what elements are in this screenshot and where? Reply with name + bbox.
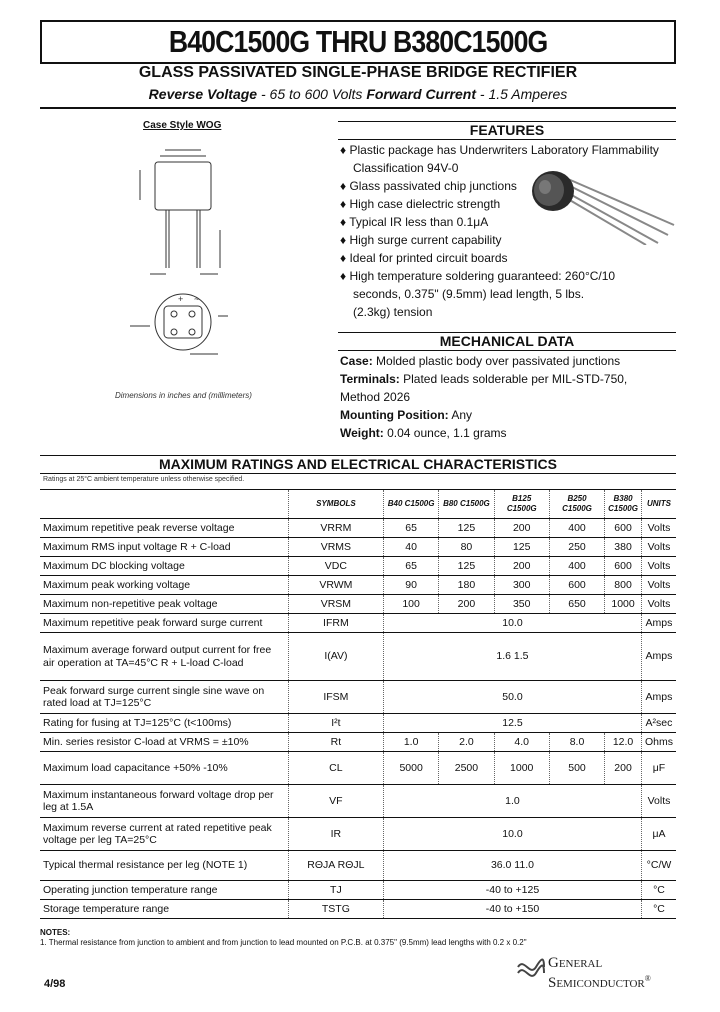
table-row: Maximum non-repetitive peak voltage VRSM 100 200 350 650 1000 Volts [40,595,676,614]
table-row: Maximum RMS input voltage R + C-load VRMS 40 80 125 250 380 Volts [40,538,676,557]
note-1: 1. Thermal resistance from junction to ambient and from junction to lead mounted on P.C.B. at 0.375" (9.5mm) lead lengths with 0.2 x 0.2" [40,938,527,947]
feature-item: ♦ High temperature soldering guaranteed: 260°C/10 seconds, 0.375" (9.5mm) lead length, 5 lbs. (2.3kg) tension [340,269,616,319]
page-title: B40C1500G THRU B380C1500G [168,24,548,59]
component-photo [528,165,676,245]
general-semiconductor-logo-icon [516,953,546,981]
rating-summary [40,86,676,102]
company-name: General Semiconductor® [548,955,651,991]
mechanical-list [340,352,650,442]
ratings-heading: MAXIMUM RATINGS AND ELECTRICAL CHARACTERISTICS [159,456,557,472]
revision-date: 4/98 [44,978,66,990]
reverse-voltage-value: - 65 to 600 Volts [257,86,367,102]
feature-item: ♦ Typical IR less than 0.1μA [340,215,489,229]
feature-item: ♦ High case dielectric strength [340,197,501,211]
table-row: Maximum DC blocking voltage VDC 65 125 200 400 600 Volts [40,557,676,576]
table-row: Operating junction temperature range TJ -40 to +125 °C [40,881,676,900]
table-row: Maximum peak working voltage VRWM 90 180 300 600 800 Volts [40,576,676,595]
feature-item: ♦ Plastic package has Underwriters Laboratory Flammability Classification 94V-0 [340,143,659,175]
table-row: Storage temperature range TSTG -40 to +150 °C [40,900,676,919]
svg-text:~: ~ [194,294,200,304]
ratings-note: Ratings at 25°C ambient temperature unless otherwise specified. [43,476,245,483]
forward-current-label: Forward Current [366,86,477,102]
table-row: Peak forward surge current single sine wave on rated load at TJ=125°C IFSM 50.0 Amps [40,681,676,714]
package-outline-drawing [100,140,260,390]
table-row: Maximum load capacitance +50% -10% CL 5000 2500 1000 500 200 μF [40,752,676,785]
mechanical-row: Case: Molded plastic body over passivated junctions [340,354,621,368]
mechanical-row: Terminals: Plated leads solderable per MIL-STD-750, Method 2026 [340,372,628,404]
dimensions-note: Dimensions in inches and (millimeters) [115,391,252,400]
table-row: Maximum instantaneous forward voltage drop per leg at 1.5A VF 1.0 Volts [40,785,676,818]
table-row: Rating for fusing at TJ=125°C (t<100ms) I²t 12.5 A²sec [40,714,676,733]
notes-heading: NOTES: [40,928,71,937]
table-row: Min. series resistor C-load at VRMS = ±10% Rt 1.0 2.0 4.0 8.0 12.0 Ohms [40,733,676,752]
reverse-voltage-label: Reverse Voltage [148,86,258,102]
mechanical-row: Weight: 0.04 ounce, 1.1 grams [340,426,507,440]
mechanical-heading: MECHANICAL DATA [439,333,575,349]
table-row: Typical thermal resistance per leg (NOTE 1) RΘJA RΘJL 36.0 11.0 °C/W [40,851,676,881]
feature-item: ♦ High surge current capability [340,233,502,247]
table-row: Maximum repetitive peak reverse voltage VRRM 65 125 200 400 600 Volts [40,519,676,538]
ratings-table [40,489,676,919]
case-style-label: Case Style WOG [143,120,222,131]
feature-item: ♦ Glass passivated chip junctions [340,179,517,193]
table-row: Maximum repetitive peak forward surge current IFRM 10.0 Amps [40,614,676,633]
mechanical-row: Mounting Position: Any [340,408,472,422]
forward-current-value: - 1.5 Amperes [476,86,568,102]
subtitle: GLASS PASSIVATED SINGLE-PHASE BRIDGE RECTIFIER [138,64,578,81]
svg-text:+: + [178,294,184,304]
table-row: Maximum reverse current at rated repetitive peak voltage per leg TA=25°C IR 10.0 μA [40,818,676,851]
table-row: Maximum average forward output current for free air operation at TA=45°C R + L-load C-load I(AV) 1.6 1.5 Amps [40,633,676,681]
feature-item: ♦ Ideal for printed circuit boards [340,251,508,265]
title-box [40,20,676,64]
table-header: SYMBOLS B40 C1500G B80 C1500G B125 C1500G B250 C1500G B380 C1500G UNITS [40,490,676,519]
features-heading: FEATURES [469,122,545,138]
divider [40,107,676,109]
